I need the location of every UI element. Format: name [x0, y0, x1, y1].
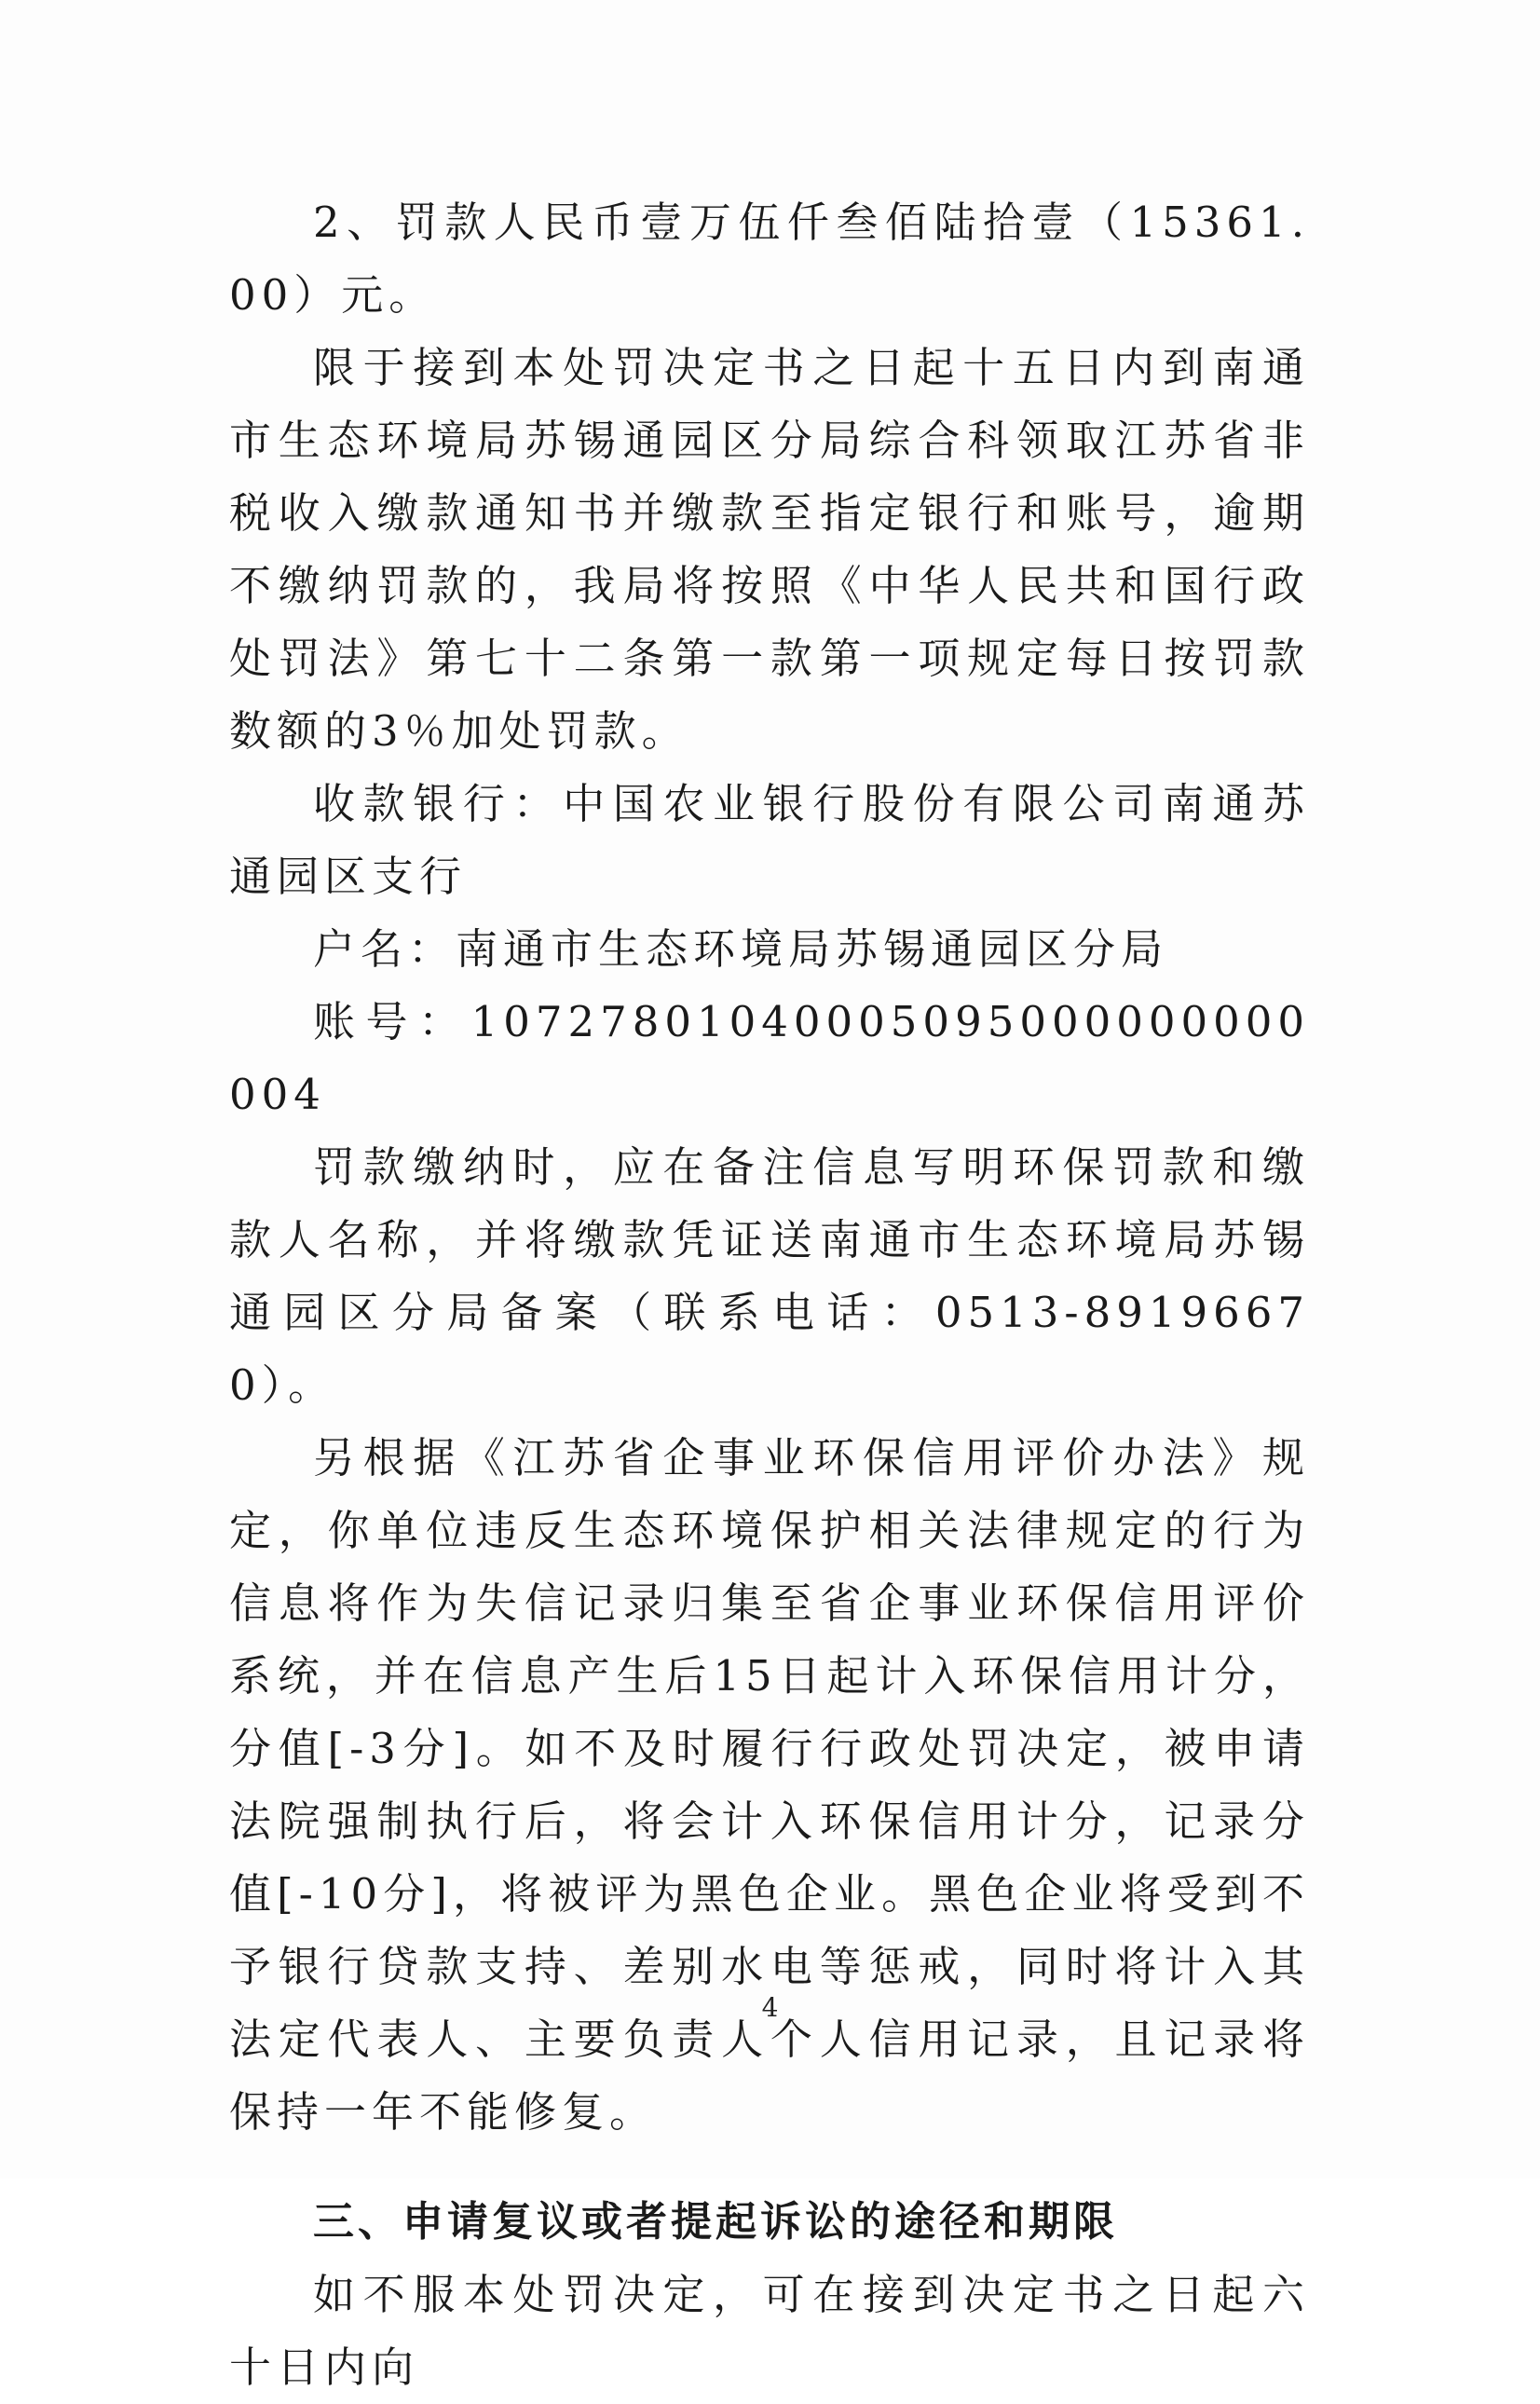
paragraph-fine-amount: 2、罚款人民币壹万伍仟叁佰陆拾壹（15361.00）元。: [229, 198, 1310, 320]
paragraph-receiving-bank: 收款银行：中国农业银行股份有限公司南通苏通园区支行: [229, 779, 1310, 901]
document-body: [229, 186, 1310, 2404]
paragraph-payment-deadline: 限于接到本处罚决定书之日起十五日内到南通市生态环境局苏锡通园区分局综合科领取江苏省非税收入缴款通知书并缴款至指定银行和账号，逾期不缴纳罚款的，我局将按照《中华人民共和国行政处罚法》第七十二条第一款第一项规定每日按罚款数额的3％加处罚款。: [229, 343, 1310, 756]
paragraph-payment-remarks: 罚款缴纳时，应在备注信息写明环保罚款和缴款人名称，并将缴款凭证送南通市生态环境局苏锡通园区分局备案（联系电话：0513-89196670）。: [229, 1142, 1310, 1410]
paragraph-account-number: 账号：10727801040005095000000000004: [229, 997, 1310, 1119]
page-number: 4: [761, 1992, 779, 2023]
section-heading: 三、申请复议或者提起诉讼的途径和期限: [313, 2198, 1118, 2246]
paragraph-credit-evaluation: 另根据《江苏省企事业环保信用评价办法》规定，你单位违反生态环境保护相关法律规定的行为信息将作为失信记录归集至省企事业环保信用评价系统，并在信息产生后15日起计入环保信用计分，分值[-3分]。如不及时履行行政处罚决定，被申请法院强制执行后，将会计入环保信用计分，记录分值[-10分]，将被评为黑色企业。黑色企业将受到不予银行贷款支持、差别水电等惩戒，同时将计入其法定代表人、主要负责人个人信用记录，且记录将保持一年不能修复。: [229, 1433, 1310, 2137]
paragraph-appeal: 如不服本处罚决定，可在接到决定书之日起六十日内向: [229, 2270, 1310, 2392]
section-spacer: [229, 2149, 1310, 2186]
paragraph-account-name: 户名：南通市生态环境局苏锡通园区分局: [313, 924, 1169, 974]
